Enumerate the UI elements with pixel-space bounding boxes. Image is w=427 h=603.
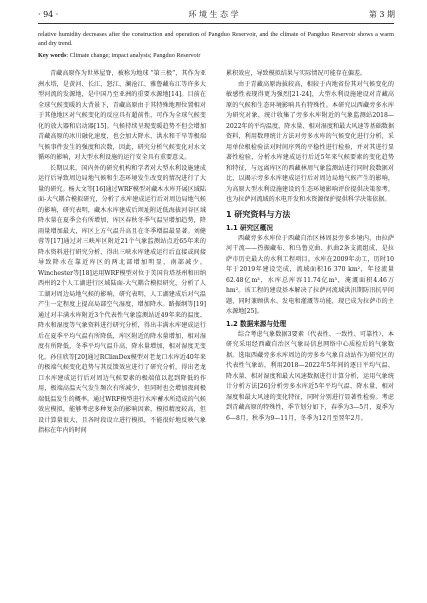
intro-paragraph-3: 由于青藏高原海拔较高，相较于内地省份其对气候变化的敏感性表现得更为强烈[21-24]，大型水利设施建设对青藏高原的气候和生态环境影响具有特殊性。本研究以西藏旁多水库为研究对象，统计收集了旁多水库附近的气象监测站2018—2022年的平均温度、降水量、相对湿度和最大风速等基础数据资料，利用数理统计方法对旁多水库的气候变化进行分析，采用单位根检验法对时间序列的平稳性进行检验，并对其进行显著性检验，分析水库建成运行后近5年来气候要素的变化趋势和特征，与远离库区的西藏林周气象监测站进行同时段数据对比，以揭示旁多水库建成运行后对周边局地气候产生的影响，为高原大型水利设施建设的生态环境影响评价提供决策参考，也为拉萨河流域的水电开发和水资源保护提供科学决策依据。: [226, 80, 394, 203]
intro-paragraph-1: 青藏高原作为世界屋脊，被称为地球 “第三极”，其作为亚洲水塔，是黄河、长江、怒江、澜沧江、雅鲁藏布江等许多大型河流的发源地，是中国乃至亚洲的重要水源地[14]。目前在全球气候变暖的大背景下，青藏高原由于其特殊地理位置相对于其他地区对气候变化的反应具有超前性，可作为全球气候变化的放大器和启动器[15]。气候持续呈现变暖趋势不但会增加青藏高原的冰川融化速度，也会加大降水、洪水和干旱等极端气候事件发生的强度和次数，因此，研究分析气候变化对水文循环的影响，对大型水利设施的运行安全具有重要意义。: [38, 70, 206, 161]
right-column: [226, 69, 394, 424]
keywords-label: Key words: [38, 52, 67, 59]
intro-paragraph-2-cont: 累积效应，导致模拟结果与实际情况可能存在偏差。: [226, 70, 367, 77]
issue-number: 第 3 期: [368, 10, 395, 19]
left-column: [38, 69, 206, 437]
keywords-text: : Climate change; impact analysis; Pangduo Reservoir: [66, 52, 201, 59]
header-rule: [38, 23, 394, 24]
section-1-1-heading: 1.1 研究区概况: [226, 223, 273, 232]
keywords-line: [38, 51, 394, 60]
page-number: · 94 ·: [38, 10, 59, 19]
section-1-2-text: 综合考虑气象数据3要素（代表性、一致性、可靠性），本研究采用经西藏自治区气象局信息网络中心质检后的气象数据。选取西藏旁多水库周边的旁多乡气象自动站作为研究区的代表性气象站，利用2018—2022年5年间的逐日平均气温、降水量、相对湿度和最大风速数据进行计算分析，运用气象统计分析方法[26]分析旁多水库近5年平均气温、降水量、相对湿度和最大风速的变化特征，同时分别进行显著性检验。考虑到青藏高原的特殊性，季节划分如下，春季为3—5月，夏季为6—8月，秋季为9—11月，冬季为12月至翌年2月。: [226, 330, 394, 422]
section-1-heading: 1 研究资料与方法: [226, 209, 291, 219]
abstract-tail: relative humidity decreases after the construction and operation of Pangduo Reservoir, and the climate of Pangduo Reservoir shows a warm and dry trend.: [38, 31, 394, 47]
section-1-1-text: 西藏旁多水库位于西藏自治区林周县旁多乡境内，由拉萨河干流——热振藏布、和乌鲁克曲、扒曲2条支流组成，是拉萨市历史最大的水利工程项目。水库在2009年动工，历时10年于2019年建设完成，流域面积16 370 km²，年径流量62.48亿m³，水库总库容11.74亿m³，淹溉面积4.46万hm²。该工程的建设基本解决了拉萨河流域洪汛期防汛抗旱问题，同时兼顾供水、发电和灌溉等功能，现已成为拉萨市的主水源地[25]。: [226, 234, 394, 315]
intro-paragraph-2: 长期以来，国内外的研究机构和学者对大型水利设施建成运行后导致周边局地气候和生态环境发生改变的情况进行了大量的研究。杨大文等[16]通过WRF模型对藏木水库开展区域陆面-大气耦合模拟研究，分析了水库建成运行后对周边局地气候的影响，研究表明，藏木水库建成后坝址附近低海拔河谷区域降水量在夏季会有所增加，库区春秋冬季气温呈增加趋势，降雨量增加最大，库区上方气温升高且在冬季增温最显著。刘健蓉等[17]通过对三峡库区附近21个气象监测站点近65年来的降水资料进行研究分析，得出三峡水库建成运行后直接或间接导致降水在靠近库区的两北部增加明显，南部减少。Winchester等[18]运用WRF模型对位于美国肯塔基州和田纳西州的2个人工湖进行区域陆面-大气耦合模拟研究，分析了人工湖对周边局地气候的影响，研究表明，人工湖建成后对气温产生一定程度上提高局部空气湿度，增加降水。路振纲等[19]通过对丰满水库附近3个代表性气象监测站近49年来的温度、降水和湿度等气象资料进行研究分析，得出丰满水库建成运行后在夏季平均气温有所降低，库区附近的降水量增加，相对湿度有所降低，冬季平均气温升高、降水量增加，相对湿度无变化。孙佳欣等[20]通过RClimDex模型对老龙口水库近40年来的极端气候变化趋势与其反馈效应进行了研究分析，得出老龙口水库建成运行后对周边气候要素的极端值以起到降低的作用，极端高温天气发生频次有所减少，但同时也会增加夜间极端低温发生的概率。通过WRF模型进行水库蓄水所造成的气候效应模拟，能够考虑多种复杂的影响因素，模拟精度较高，但设计算量很大，且各时段设立进行模拟，不能很好地反映气象指标在年内的时间: [38, 164, 206, 434]
section-1-2-heading: 1.2 数据来源与处理: [226, 319, 287, 328]
journal-title: 环 境 生 态 学: [188, 10, 239, 19]
